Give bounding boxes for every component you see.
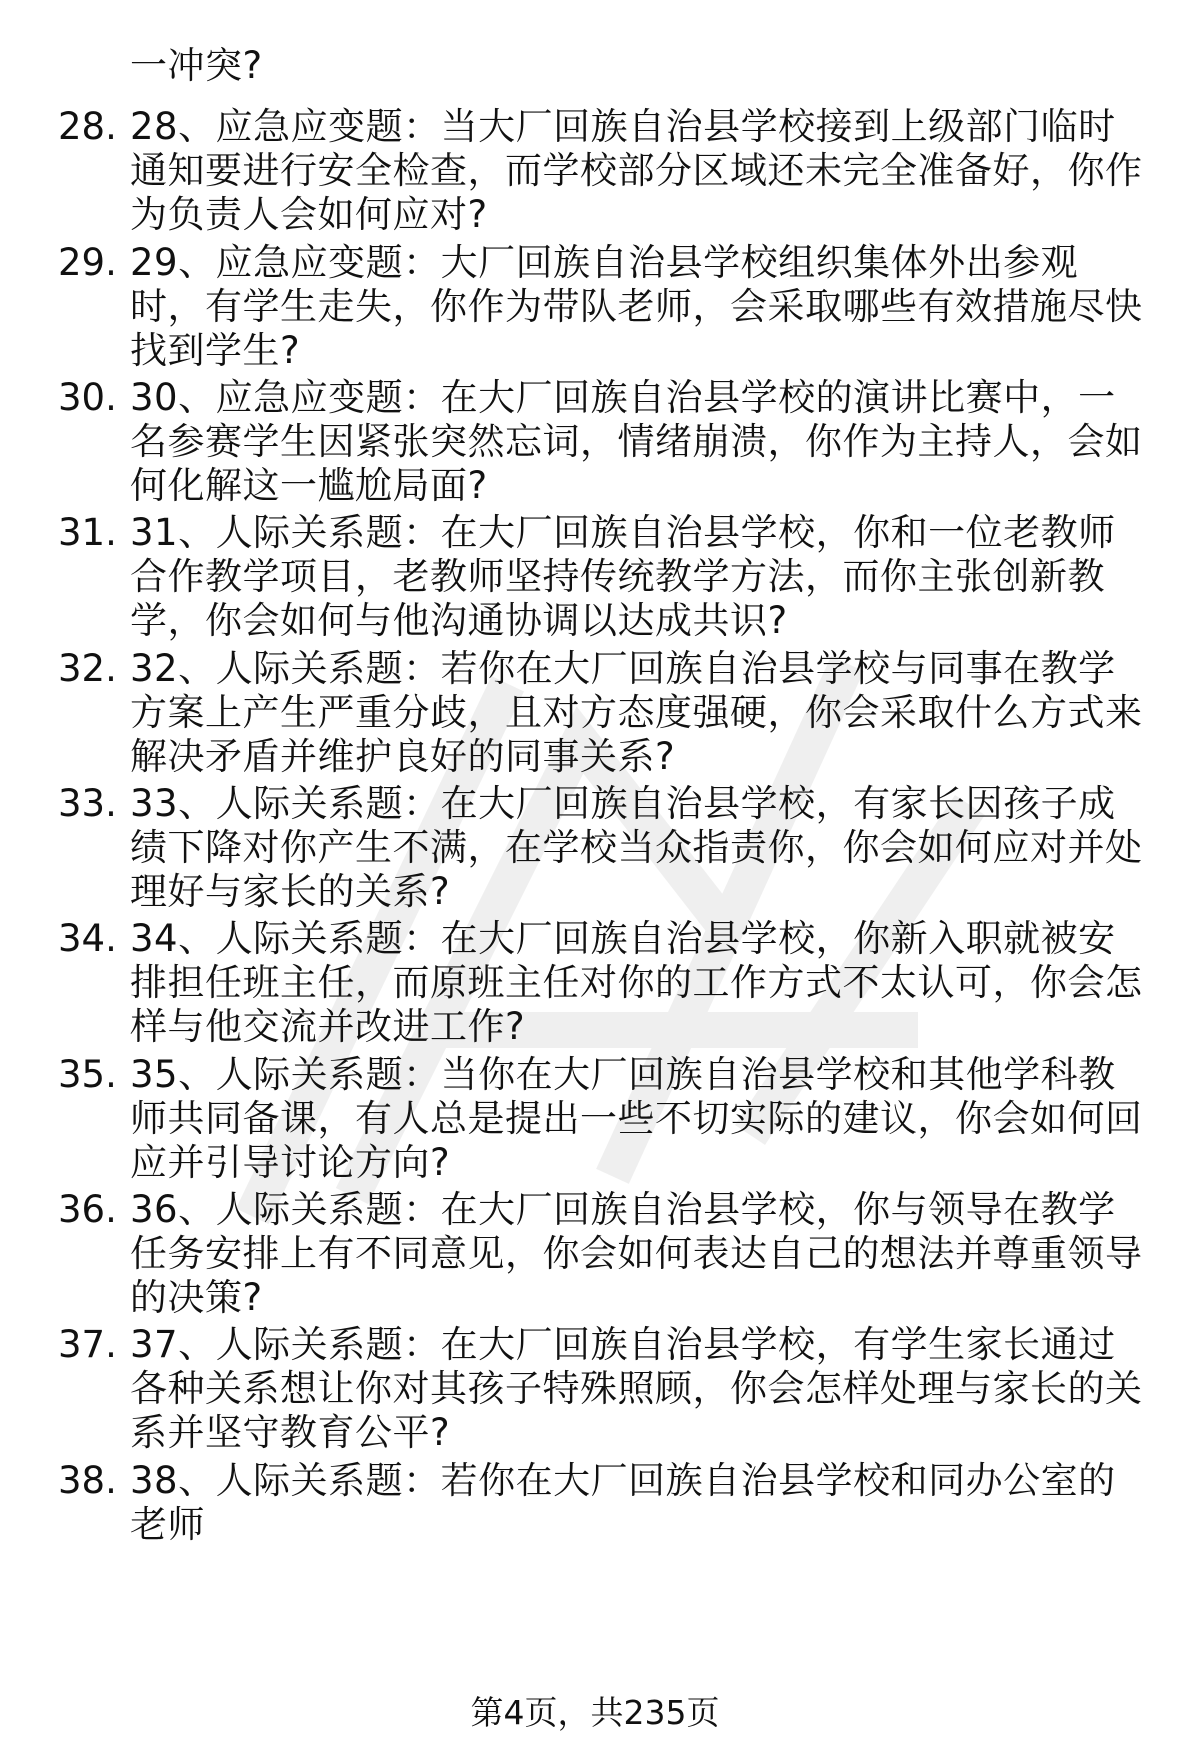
list-item-text: 32、人际关系题：若你在大厂回族自治县学校与同事在教学方案上产生严重分歧，且对方态度强硬，你会采取什么方式来解决矛盾并维护良好的同事关系? — [130, 647, 1143, 778]
list-item — [0, 1323, 1150, 1455]
list-item-number: 33. — [58, 782, 117, 825]
list-item-continuation — [0, 44, 1150, 88]
list-item-text: 38、人际关系题：若你在大厂回族自治县学校和同办公室的老师 — [130, 1459, 1116, 1546]
list-item — [0, 105, 1150, 237]
list-item-number: 35. — [58, 1053, 117, 1096]
list-item-text: 36、人际关系题：在大厂回族自治县学校，你与领导在教学任务安排上有不同意见，你会如何表达自己的想法并尊重领导的决策? — [130, 1188, 1143, 1319]
list-item — [0, 647, 1150, 779]
list-item-text: 一冲突? — [130, 44, 263, 87]
list-item-number: 36. — [58, 1188, 117, 1231]
list-item-number: 37. — [58, 1323, 117, 1366]
list-item — [0, 376, 1150, 508]
list-item-text: 37、人际关系题：在大厂回族自治县学校，有学生家长通过各种关系想让你对其孩子特殊照顾，你会怎样处理与家长的关系并坚守教育公平? — [130, 1323, 1143, 1454]
list-item-number: 28. — [58, 105, 117, 148]
list-item-text: 30、应急应变题：在大厂回族自治县学校的演讲比赛中，一名参赛学生因紧张突然忘词，情绪崩溃，你作为主持人，会如何化解这一尴尬局面? — [130, 376, 1143, 507]
list-item — [0, 1459, 1150, 1547]
list-item-number: 31. — [58, 511, 117, 554]
list-item-number: 38. — [58, 1459, 117, 1502]
list-item — [0, 241, 1150, 373]
list-item-text: 29、应急应变题：大厂回族自治县学校组织集体外出参观时，有学生走失，你作为带队老师，会采取哪些有效措施尽快找到学生? — [130, 241, 1143, 372]
list-item-text: 34、人际关系题：在大厂回族自治县学校，你新入职就被安排担任班主任，而原班主任对你的工作方式不太认可，你会怎样与他交流并改进工作? — [130, 917, 1143, 1048]
list-item — [0, 1053, 1150, 1185]
list-item-number: 30. — [58, 376, 117, 419]
list-item — [0, 1188, 1150, 1320]
list-item-number: 29. — [58, 241, 117, 284]
list-item-text: 35、人际关系题：当你在大厂回族自治县学校和其他学科教师共同备课，有人总是提出一些不切实际的建议，你会如何回应并引导讨论方向? — [130, 1053, 1143, 1184]
page-footer: 第4页，共235页 — [470, 1693, 720, 1732]
list-item-number: 34. — [58, 917, 117, 960]
list-item-number: 32. — [58, 647, 117, 690]
list-item-text: 33、人际关系题：在大厂回族自治县学校，有家长因孩子成绩下降对你产生不满，在学校当众指责你，你会如何应对并处理好与家长的关系? — [130, 782, 1143, 913]
list-item-text: 28、应急应变题：当大厂回族自治县学校接到上级部门临时通知要进行安全检查，而学校部分区域还未完全准备好，你作为负责人会如何应对? — [130, 105, 1143, 236]
list-item — [0, 782, 1150, 914]
list-item-text: 31、人际关系题：在大厂回族自治县学校，你和一位老教师合作教学项目，老教师坚持传统教学方法，而你主张创新教学，你会如何与他沟通协调以达成共识? — [130, 511, 1116, 642]
list-item — [0, 917, 1150, 1049]
list-item — [0, 511, 1150, 643]
